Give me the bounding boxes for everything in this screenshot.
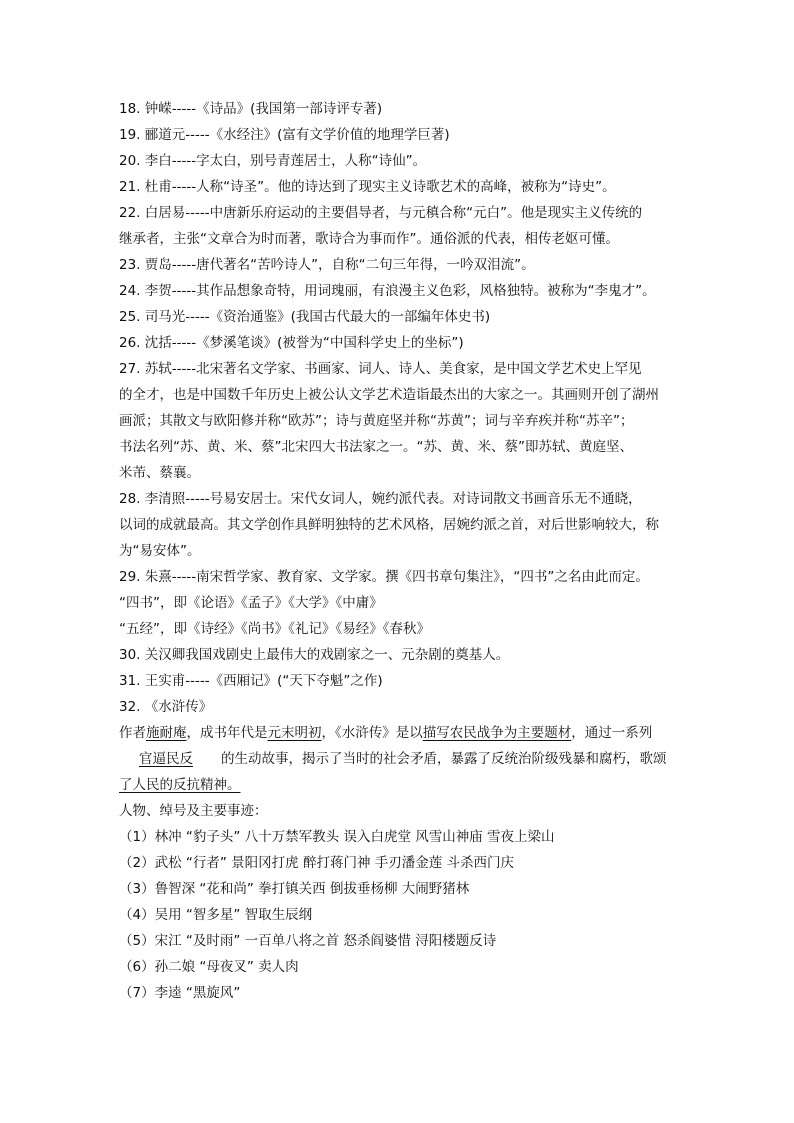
text-line: 18. 钟嵘-----《诗品》(我国第一部诗评专著) (119, 101, 383, 117)
text-line: 书法名列“苏、黄、米、蔡”北宋四大书法家之一。“苏、黄、米、蔡”即苏轼、黄庭坚、 (119, 439, 633, 455)
text-span: ，成书年代是 (186, 725, 268, 741)
text-line: 25. 司马光-----《资治通鉴》(我国古代最大的一部编年体史书) (119, 309, 491, 325)
author-answer: 施耐庵 (146, 725, 187, 741)
character-entry: （1）林冲 “豹子头” 八十万禁军教头 误入白虎堂 风雪山神庙 雪夜上梁山 (119, 829, 555, 845)
text-line: 21. 杜甫-----人称“诗圣”。他的诗达到了现实主义诗歌艺术的高峰，被称为“诗史”。 (119, 179, 616, 195)
character-entry: （4）吴用 “智多星” 智取生辰纲 (119, 907, 313, 923)
text-line: 24. 李贺-----其作品想象奇特，用词瑰丽，有浪漫主义色彩，风格独特。被称为“李鬼才”。 (119, 283, 656, 299)
shuihu-intro-line-1 (119, 720, 699, 746)
character-entry: （2）武松 “行者” 景阳冈打虎 醉打蒋门神 手刃潘金莲 斗杀西门庆 (119, 855, 515, 871)
character-entry: （6）孙二娘 “母夜叉” 卖人肉 (119, 959, 299, 975)
text-span: ，通过一系列 (571, 725, 653, 741)
text-line: 的全才，也是中国数千年历史上被公认文学艺术造诣最杰出的大家之一。其画则开创了湖州 (119, 387, 659, 403)
text-line: “四书”，即《论语》《孟子》《大学》《中庸》 (119, 595, 383, 611)
character-entry: （3）鲁智深 “花和尚” 拳打镇关西 倒拔垂杨柳 大闹野猪林 (119, 881, 470, 897)
character-entry: （7）李逵 “黑旋风” (119, 985, 241, 1001)
text-line: 米芾、蔡襄。 (119, 465, 200, 481)
text-span: 了人民的反抗精神。 (119, 777, 241, 793)
text-line: 为“易安体”。 (119, 543, 201, 559)
text-span: ，《水浒传》是以 (321, 725, 423, 741)
text-line: 以词的成就最高。其文学创作具鲜明独特的艺术风格，居婉约派之首，对后世影响较大，称 (119, 517, 659, 533)
text-span: 官逼民反 (139, 751, 193, 767)
characters-heading: 人物、绰号及主要事迹： (119, 803, 268, 819)
text-span: 作者 (119, 725, 146, 741)
text-line: 30. 关汉卿我国戏剧史上最伟大的戏剧家之一、元杂剧的奠基人。 (119, 647, 510, 663)
text-line: “五经”，即《诗经》《尚书》《礼记》《易经》《春秋》 (119, 621, 430, 637)
shuihu-intro-line-3 (119, 772, 699, 798)
text-line: 27. 苏轼-----北宋著名文学家、书画家、词人、诗人、美食家，是中国文学艺术史上罕见 (119, 361, 642, 377)
text-line: 26. 沈括-----《梦溪笔谈》(被誉为“中国科学史上的坐标”) (119, 335, 464, 351)
text-line: 29. 朱熹-----南宋哲学家、教育家、文学家。撰《四书章句集注》，“四书”之名由此而定。 (119, 569, 649, 585)
text-line: 19. 郦道元-----《水经注》(富有文学价值的地理学巨著) (119, 127, 450, 143)
text-line: 画派；其散文与欧阳修并称“欧苏”；诗与黄庭坚并称“苏黄”；词与辛弃疾并称“苏辛”； (119, 413, 634, 429)
text-span: 的生动故事，揭示了当时的社会矛盾，暴露了反统治阶级残暴和腐朽，歌颂 (221, 751, 667, 767)
text-line: 23. 贾岛-----唐代著名“苦吟诗人”，自称“二句三年得，一吟双泪流”。 (119, 257, 535, 273)
shuihu-intro-line-2 (119, 746, 699, 772)
text-line: 20. 李白-----字太白，别号青莲居士，人称“诗仙”。 (119, 153, 427, 169)
text-line: 32. 《水浒传》 (119, 699, 213, 715)
character-entry: （5）宋江 “及时雨” 一百单八将之首 怒杀阎婆惜 浔阳楼题反诗 (119, 933, 497, 949)
text-line: 22. 白居易-----中唐新乐府运动的主要倡导者，与元稹合称“元白”。他是现实主义传统的 (119, 205, 643, 221)
blank-answer (119, 751, 221, 767)
theme-answer: 描写农民战争为主要题材 (422, 725, 572, 741)
document-page (119, 96, 699, 1006)
era-answer: 元末明初 (267, 725, 322, 741)
text-line: 继承者，主张“文章合为时而著，歌诗合为事而作”。通俗派的代表，相传老妪可懂。 (119, 231, 619, 247)
text-line: 31. 王实甫-----《西厢记》(“天下夺魁”之作) (119, 673, 383, 689)
text-line: 28. 李清照-----号易安居士。宋代女词人，婉约派代表。对诗词散文书画音乐无不通晓， (119, 491, 642, 507)
